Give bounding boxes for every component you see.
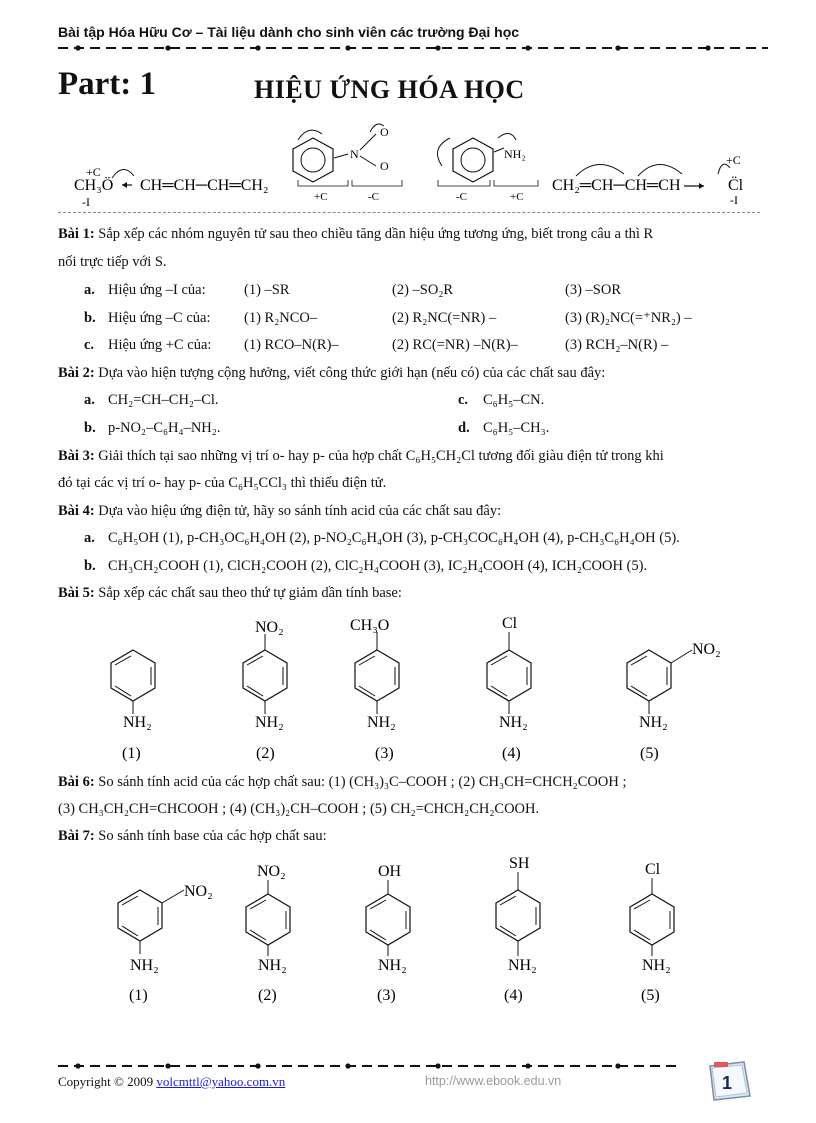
compound-number: (5) <box>640 745 659 762</box>
nitro-n: N <box>350 147 359 161</box>
bai6-text1: So sánh tính acid của các hợp chất sau: (1) (CH₃)₃C–COOH ; (2) CH₃CH=CHCH₂COOH ; <box>98 774 627 790</box>
nh2-label: NH₂ <box>123 714 152 731</box>
row-key: c. <box>84 337 95 353</box>
banner-right-minus-i: -I <box>730 193 738 207</box>
substituent-label: NO₂ <box>255 619 284 636</box>
aniline-nh2: NH₂ <box>504 147 526 161</box>
bai6-text2: (3) CH₃CH₂CH=CHCOOH ; (4) (CH₃)₂CH–COOH ; (5) CH₂=CHCH₂CH₂COOH. <box>58 801 540 817</box>
bai4-line <box>58 501 501 521</box>
nitro-plus-c: +C <box>314 191 328 203</box>
m-nitroaniline-ring <box>627 641 721 731</box>
banner-ch3o: CH₃Ö <box>74 177 114 194</box>
banner-separator <box>58 212 760 213</box>
substituent-label: CH₃O <box>350 617 390 634</box>
substituent-label: NO₂ <box>257 863 286 880</box>
banner-right-plus-c: +C <box>726 153 741 167</box>
item-value: CH₃CH₂COOH (1), ClCH₂COOH (2), ClC₂H₄COOH (3), IC₂H₄COOH (4), ICH₂COOH (5). <box>108 558 648 574</box>
aniline-structure <box>438 133 539 203</box>
item-value: C₆H₅–CN. <box>483 392 545 408</box>
document-header: Bài tập Hóa Hữu Cơ – Tài liệu dành cho sinh viên các trường Đại học <box>58 24 520 40</box>
nitrobenzene-structure <box>293 124 402 203</box>
bai3-line1 <box>58 446 664 466</box>
row-key: b. <box>84 310 96 326</box>
bai7-label: Bài 7: <box>58 828 95 844</box>
p-nitroaniline-ring <box>243 619 287 731</box>
item-value: C₆H₅–CH₃. <box>483 420 550 436</box>
row-option-2: (2) RC(=NR) –N(R)– <box>392 337 518 353</box>
part-title: HIỆU ỨNG HÓA HỌC <box>254 75 525 104</box>
nitro-o-top: O <box>380 125 389 139</box>
substituent-label: NO₂ <box>692 641 721 658</box>
compound-number: (4) <box>504 987 523 1004</box>
p-hydroxyaniline-ring <box>366 863 410 974</box>
nh2-label: NH₂ <box>367 714 396 731</box>
nh2-label: NH₂ <box>499 714 528 731</box>
effects-banner <box>58 118 768 210</box>
compound-number: (5) <box>641 987 660 1004</box>
bai1-label: Bài 1: <box>58 226 95 242</box>
aniline-plus-c: +C <box>510 191 524 203</box>
compound-number: (3) <box>375 745 394 762</box>
item-key: c. <box>458 392 469 408</box>
bai3-label: Bài 3: <box>58 448 95 464</box>
nh2-label: NH₂ <box>642 957 671 974</box>
p-mercaptoaniline-ring <box>496 855 540 974</box>
item-value: p-NO₂–C₆H₄–NH₂. <box>108 420 221 436</box>
bai1-text2: nối trực tiếp với S. <box>58 254 167 270</box>
row-option-3: (3) (R)₂NC(=⁺NR₂) – <box>565 310 692 326</box>
compound-number: (1) <box>129 987 148 1004</box>
bai7-structures <box>0 850 816 1010</box>
row-name: Hiệu ứng –C của: <box>108 310 211 326</box>
copyright-text: Copyright © 2009 <box>58 1074 154 1089</box>
nh2-label: NH₂ <box>639 714 668 731</box>
substituent-label: Cl <box>645 861 661 878</box>
item-value: C₆H₅OH (1), p-CH₃OC₆H₄OH (2), p-NO₂C₆H₄OH (3), p-CH₃COC₆H₄OH (4), p-CH₃C₆H₄OH (5). <box>108 530 680 546</box>
banner-cl: C̈l <box>728 177 744 194</box>
bai5-text: Sắp xếp các chất sau theo thứ tự giảm dần tính base: <box>98 585 402 601</box>
nitro-minus-c: -C <box>368 191 379 203</box>
row-name: Hiệu ứng +C của: <box>108 337 212 353</box>
banner-plus-c: +C <box>86 165 101 179</box>
substituent-label: NO₂ <box>184 883 213 900</box>
item-key: d. <box>458 420 470 436</box>
row-option-3: (3) RCH₂–N(R) – <box>565 337 669 353</box>
row-option-1: (1) R₂NCO– <box>244 310 318 326</box>
p-chloroaniline-ring <box>487 615 531 731</box>
nh2-label: NH₂ <box>378 957 407 974</box>
aniline-ring <box>111 650 155 731</box>
footer-site[interactable]: http://www.ebook.edu.vn <box>425 1074 562 1088</box>
substituent-label: SH <box>509 855 530 872</box>
substituent-label: Cl <box>502 615 518 632</box>
row-option-2: (2) R₂NC(=NR) – <box>392 310 497 326</box>
page-number-badge <box>704 1060 754 1102</box>
part-number: Part: 1 <box>58 66 157 102</box>
item-key: a. <box>84 392 95 408</box>
substituent-label: OH <box>378 863 402 880</box>
p-chloroaniline-ring <box>630 861 674 974</box>
bai5-structures <box>0 610 816 770</box>
bai4-label: Bài 4: <box>58 503 95 519</box>
nh2-label: NH₂ <box>130 957 159 974</box>
nh2-label: NH₂ <box>508 957 537 974</box>
bai4-text: Dựa vào hiệu ứng điện tử, hãy so sánh tính acid của các chất sau đây: <box>98 503 502 519</box>
nh2-label: NH₂ <box>255 714 284 731</box>
bai1-line1 <box>58 224 653 244</box>
p-nitroaniline-ring <box>246 863 290 974</box>
bai1-text1: Sắp xếp các nhóm nguyên tử sau theo chiều tăng dần hiệu ứng tương ứng, biết trong câu a thì R <box>98 226 654 242</box>
banner-minus-i: -I <box>82 195 90 209</box>
compound-number: (1) <box>122 745 141 762</box>
row-option-2: (2) –SO₂R <box>392 282 454 298</box>
row-name: Hiệu ứng –I của: <box>108 282 206 298</box>
m-nitroaniline-ring <box>118 883 213 974</box>
banner-left-chain: CH═CH─CH═CH₂ <box>140 177 269 194</box>
banner-right-chain: CH₂═CH─CH═CH <box>552 177 681 194</box>
aniline-minus-c: -C <box>456 191 467 203</box>
bai2-label: Bài 2: <box>58 365 95 381</box>
bai5-label: Bài 5: <box>58 585 95 601</box>
bai3-text2: đó tại các vị trí o- hay p- của C₆H₅CCl₃ thì thiếu điện tử. <box>58 475 387 491</box>
bai3-text1: Giải thích tại sao những vị trí o- hay p- của hợp chất C₆H₅CH₂Cl tương đối giàu điện tử trong khi <box>98 448 664 464</box>
email-link[interactable]: volcmttl@yahoo.com.vn <box>156 1074 286 1089</box>
nitro-o-bot: O <box>380 159 389 173</box>
bai6-label: Bài 6: <box>58 774 95 790</box>
bai2-line <box>58 363 605 383</box>
bai6-line1 <box>58 772 626 792</box>
item-key: b. <box>84 420 96 436</box>
bai7-line <box>58 826 327 846</box>
compound-number: (2) <box>256 745 275 762</box>
footer-dash-rule <box>58 1062 678 1070</box>
bai2-text: Dựa vào hiện tượng cộng hưởng, viết công thức giới hạn (nếu có) của các chất sau đây: <box>98 365 606 381</box>
bai5-line <box>58 583 402 603</box>
compound-number: (2) <box>258 987 277 1004</box>
compound-number: (3) <box>377 987 396 1004</box>
row-option-1: (1) RCO–N(R)– <box>244 337 339 353</box>
p-methoxyaniline-ring <box>350 617 399 731</box>
row-key: a. <box>84 282 95 298</box>
footer-copyright <box>58 1074 285 1090</box>
row-option-3: (3) –SOR <box>565 282 621 298</box>
page-number: 1 <box>722 1073 733 1093</box>
nh2-label: NH₂ <box>258 957 287 974</box>
item-value: CH₂=CH–CH₂–Cl. <box>108 392 219 408</box>
compound-number: (4) <box>502 745 521 762</box>
bai7-text: So sánh tính base của các hợp chất sau: <box>98 828 327 844</box>
item-key: a. <box>84 530 95 546</box>
row-option-1: (1) –SR <box>244 282 290 298</box>
header-dash-rule <box>58 44 768 52</box>
item-key: b. <box>84 558 96 574</box>
